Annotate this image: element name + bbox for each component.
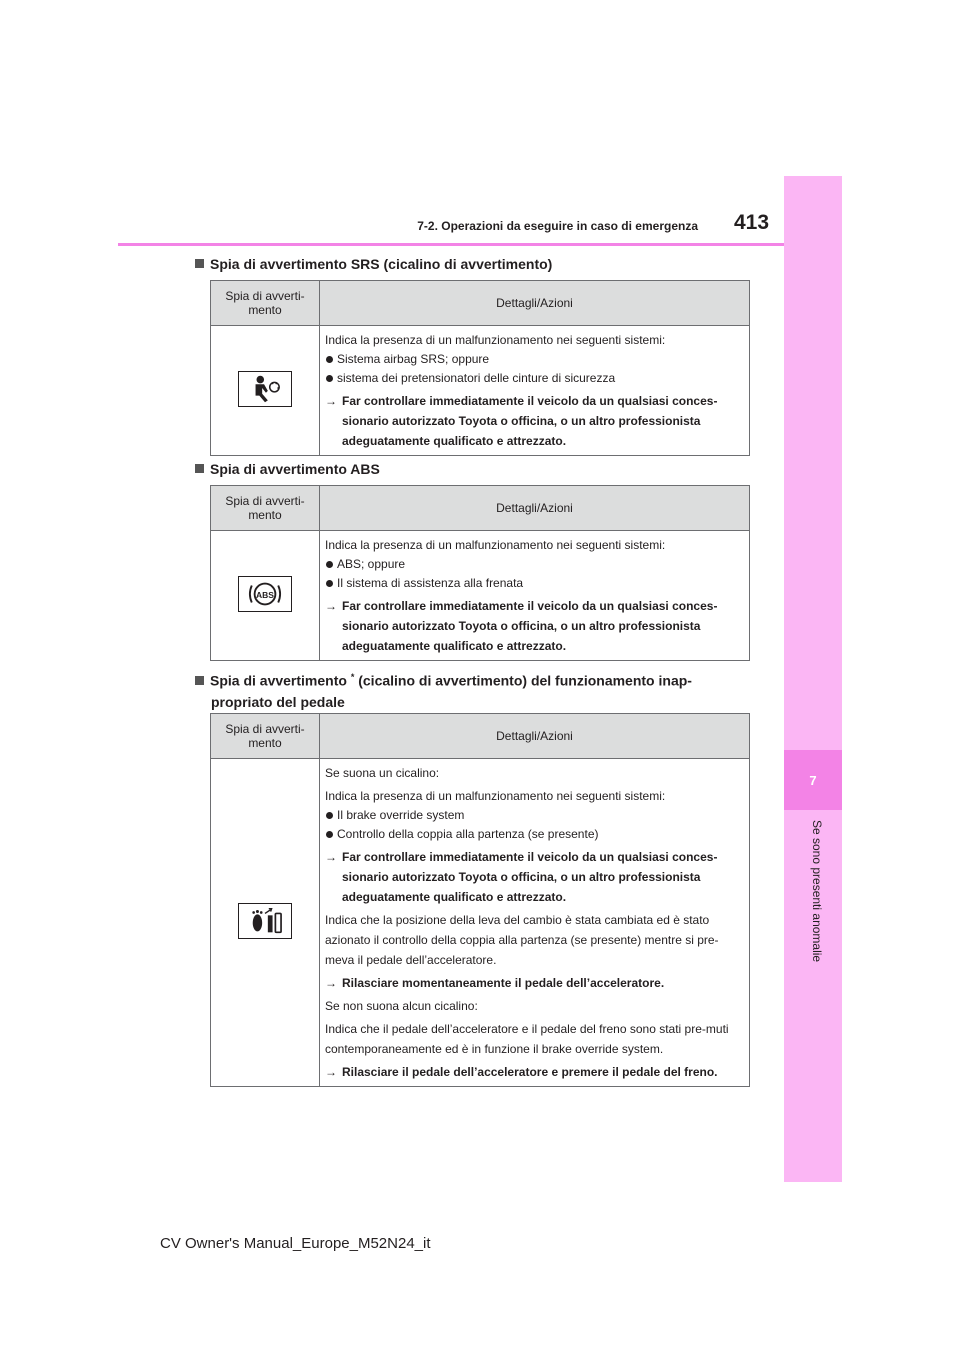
section-title-pedal: Spia di avvertimento * (cicalino di avvertimento) del funzionamento inap-propriato del pedale — [211, 667, 741, 713]
action-text: → Rilasciare il pedale dell’acceleratore e premere il pedale del freno. — [325, 1062, 743, 1082]
section-heading: 7-2. Operazioni da eseguire in caso di emergenza — [417, 219, 698, 233]
chapter-number: 7 — [784, 750, 842, 810]
header-col-details: Dettagli/Azioni — [320, 281, 750, 326]
header-col-light: Spia di avverti-mento — [211, 714, 320, 759]
action-text: → Far controllare immediatamente il veicolo da un qualsiasi conces-sionario autorizzato Toyota o officina, o un altro professionista adeguatamente qualificato e attrezzato. — [325, 391, 743, 451]
header-col-light: Spia di avverti-mento — [211, 281, 320, 326]
details-text: Se suona un cicalino: — [325, 766, 440, 780]
list-item: ABS; oppure — [325, 555, 743, 574]
list-item: Controllo della coppia alla partenza (se presente) — [325, 825, 743, 844]
details-text: Se non suona alcun cicalino: — [325, 999, 478, 1013]
section-title-srs: Spia di avvertimento SRS (cicalino di avvertimento) — [211, 254, 552, 275]
action-text: → Rilasciare momentaneamente il pedale dell’acceleratore. — [325, 973, 743, 993]
pedal-warning-table — [210, 713, 750, 1087]
square-bullet-icon — [195, 464, 204, 473]
header-col-details: Dettagli/Azioni — [320, 486, 750, 531]
action-text: → Far controllare immediatamente il veicolo da un qualsiasi conces-sionario autorizzato Toyota o officina, o un altro professionista adeguatamente qualificato e attrezzato. — [325, 847, 743, 907]
svg-text:ABS: ABS — [256, 589, 274, 600]
list-item: sistema dei pretensionatori delle cinture di sicurezza — [325, 369, 743, 388]
list-item: Il brake override system — [325, 806, 743, 825]
footer-document-id: CV Owner's Manual_Europe_M52N24_it — [160, 1235, 431, 1252]
side-tab — [784, 176, 842, 1182]
pedal-misoperation-icon — [238, 903, 292, 939]
page-number: 413 — [734, 211, 770, 234]
details-text: Indica che la posizione della leva del cambio è stata cambiata ed è stato azionato il controllo della coppia alla partenza (se presente) mentre si pre-meva il pedale dell’acceleratore. — [325, 913, 719, 967]
action-text: → Far controllare immediatamente il veicolo da un qualsiasi conces-sionario autorizzato Toyota o officina, o un altro professionista adeguatamente qualificato e attrezzato. — [325, 596, 743, 656]
header-col-light: Spia di avverti-mento — [211, 486, 320, 531]
header-col-details: Dettagli/Azioni — [320, 714, 750, 759]
list-item: Sistema airbag SRS; oppure — [325, 350, 743, 369]
list-item: Il sistema di assistenza alla frenata — [325, 574, 743, 593]
chapter-label: Se sono presenti anomalie — [810, 820, 824, 963]
square-bullet-icon — [195, 259, 204, 268]
details-text: Indica la presenza di un malfunzionamento nei seguenti sistemi: — [325, 333, 666, 347]
abs-warning-icon — [238, 576, 292, 612]
airbag-warning-icon — [238, 371, 292, 407]
abs-warning-table — [210, 485, 750, 661]
srs-warning-table — [210, 280, 750, 456]
details-text: Indica la presenza di un malfunzionamento nei seguenti sistemi: — [325, 538, 666, 552]
header-divider — [118, 243, 784, 246]
details-text: Indica che il pedale dell’acceleratore e il pedale del freno sono stati pre-muti contemporaneamente ed è in funzione il brake override system. — [325, 1022, 729, 1056]
details-text: Indica la presenza di un malfunzionamento nei seguenti sistemi: — [325, 789, 666, 803]
square-bullet-icon — [195, 676, 204, 685]
section-title-abs: Spia di avvertimento ABS — [211, 459, 380, 480]
